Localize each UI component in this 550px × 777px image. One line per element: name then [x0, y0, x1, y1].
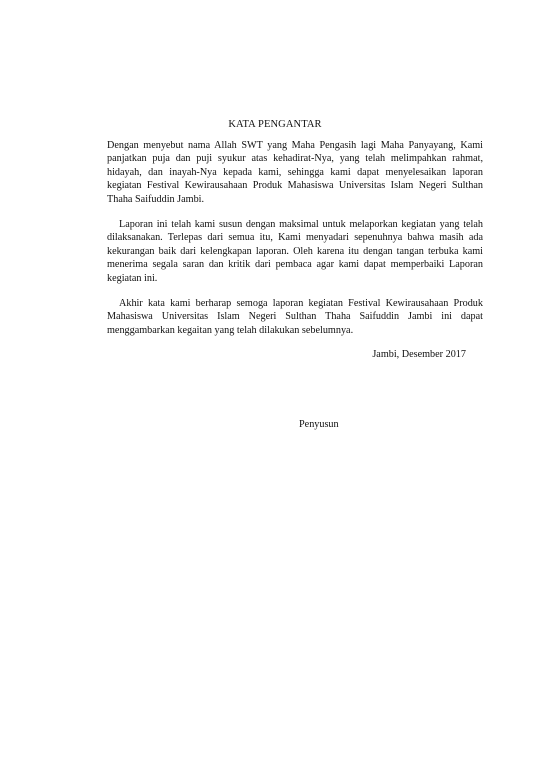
paragraph-closing: Akhir kata kami berharap semoga laporan kegiatan Festival Kewirausahaan Produk Mahasiswa Universitas Islam Negeri Sulthan Thaha Saifuddin Jambi ini dapat menggambarkan kegaitan yang telah dilakukan sebelumnya.: [107, 298, 483, 336]
paragraph-opening: Dengan menyebut nama Allah SWT yang Maha Pengasih lagi Maha Panyayang, Kami panjatkan puja dan puji syukur atas kehadirat-Nya, yang telah melimpahkan rahmat, hidayah, dan inayah-Nya kepada kami, sehingga kami dapat menyelesaikan laporan kegiatan Festival Kewirausahaan Produk Mahasiswa Universitas Islam Negeri Sulthan Thaha Saifuddin Jambi.: [107, 140, 483, 205]
signer-label: Penyusun: [299, 419, 339, 430]
paragraph-report: Laporan ini telah kami susun dengan maksimal untuk melaporkan kegiatan yang telah dilaksanakan. Terlepas dari semua itu, Kami menyadari sepenuhnya bahwa masih ada kekurangan baik dari kelengkapan laporan. Oleh karena itu dengan tangan terbuka kami menerima segala saran dan kritik dari pembaca agar kami dapat memperbaiki Laporan kegiatan ini.: [107, 219, 483, 284]
place-date: Jambi, Desember 2017: [372, 349, 466, 360]
page-title: KATA PENGANTAR: [228, 119, 322, 130]
